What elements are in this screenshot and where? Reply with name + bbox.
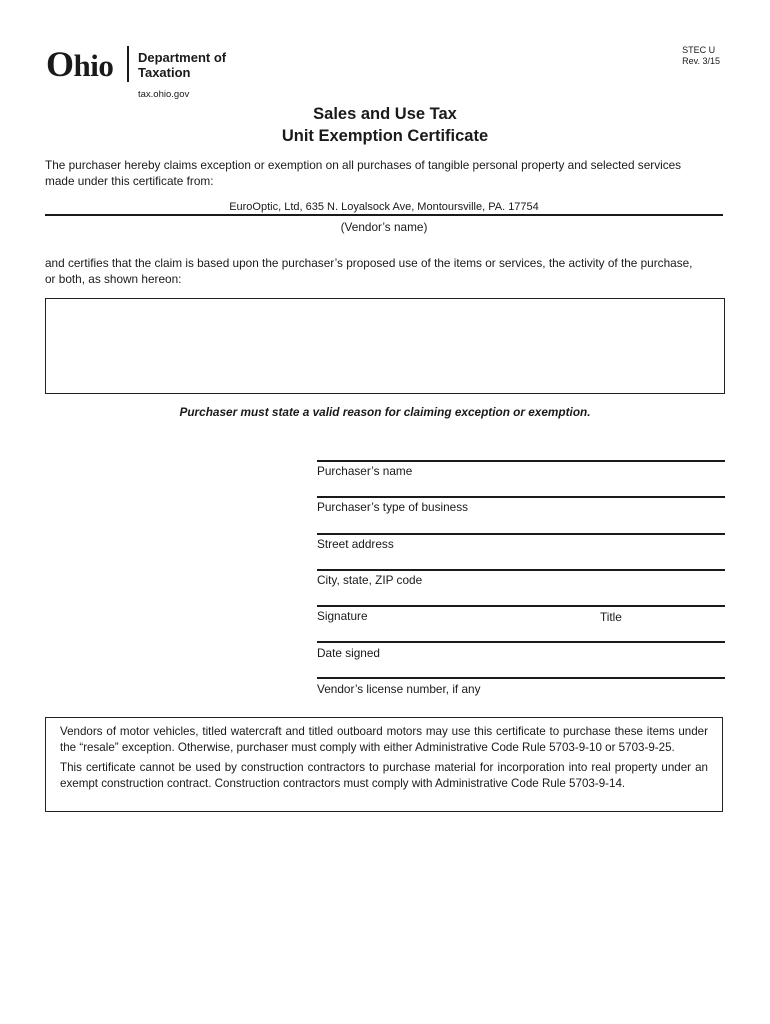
notice-paragraph-2: This certificate cannot be used by construction contractors to purchase material for incorporation into real property under an exempt construction contract. Construction contractors must comply with Administrative Code Rule 5703-9-14.: [60, 761, 708, 790]
form-title-line2: Unit Exemption Certificate: [281, 127, 489, 145]
business-type-label: Purchaser’s type of business: [317, 500, 469, 514]
street-address-label: Street address: [317, 537, 394, 551]
ohio-logo: [46, 44, 113, 86]
signature-label: Signature: [317, 609, 368, 623]
purchaser-name-line[interactable]: [317, 460, 725, 462]
date-signed-line[interactable]: [317, 641, 725, 643]
certify-line2: or both, as shown hereon:: [45, 272, 182, 286]
date-signed-label: Date signed: [317, 646, 380, 660]
form-title-line1: Sales and Use Tax: [313, 105, 457, 123]
certify-text: [45, 255, 735, 287]
city-state-zip-label: City, state, ZIP code: [317, 573, 423, 587]
purchaser-name-label: Purchaser’s name: [317, 464, 413, 478]
street-address-line[interactable]: [317, 533, 725, 535]
vendor-name-value[interactable]: EuroOptic, Ltd, 635 N. Loyalsock Ave, Montoursville, PA. 17754: [229, 201, 539, 213]
logo-divider: [127, 46, 129, 82]
exemption-reason-box[interactable]: [45, 298, 725, 394]
city-state-zip-line[interactable]: [317, 569, 725, 571]
title-label: Title: [600, 610, 622, 624]
certify-line1: and certifies that the claim is based upon the purchaser’s proposed use of the items or services, the activity of the purchase,: [45, 256, 693, 270]
ohio-logo-word: hio: [73, 48, 114, 83]
department-line1: Department of: [138, 50, 227, 65]
reason-requirement-note: Purchaser must state a valid reason for claiming exception or exemption.: [179, 405, 591, 419]
intro-text: [45, 157, 735, 189]
business-type-line[interactable]: [317, 496, 725, 498]
notice-box: [45, 717, 723, 812]
website-url: tax.ohio.gov: [138, 89, 190, 100]
form-id-block: [682, 45, 720, 67]
department-name: [138, 50, 226, 80]
intro-line1: The purchaser hereby claims exception or exemption on all purchases of tangible personal property and selected services: [45, 158, 682, 172]
intro-line2: made under this certificate from:: [45, 174, 214, 188]
form-revision: Rev. 3/15: [682, 56, 720, 66]
vendor-license-label: Vendor’s license number, if any: [317, 682, 481, 696]
signature-line[interactable]: [317, 605, 725, 607]
vendor-name-line: [45, 214, 723, 216]
vendor-name-label: (Vendor’s name): [340, 220, 428, 234]
form-id: STEC U: [682, 45, 716, 55]
notice-paragraph-1: Vendors of motor vehicles, titled watercraft and titled outboard motors may use this certificate to purchase these items under the “resale” exception. Otherwise, purchaser must comply with either Administrative Code Rule 5703-9-10 or 5703-9-25.: [60, 725, 708, 754]
department-line2: Taxation: [138, 65, 191, 80]
vendor-license-line[interactable]: [317, 677, 725, 679]
ohio-logo-initial: O: [46, 44, 74, 84]
